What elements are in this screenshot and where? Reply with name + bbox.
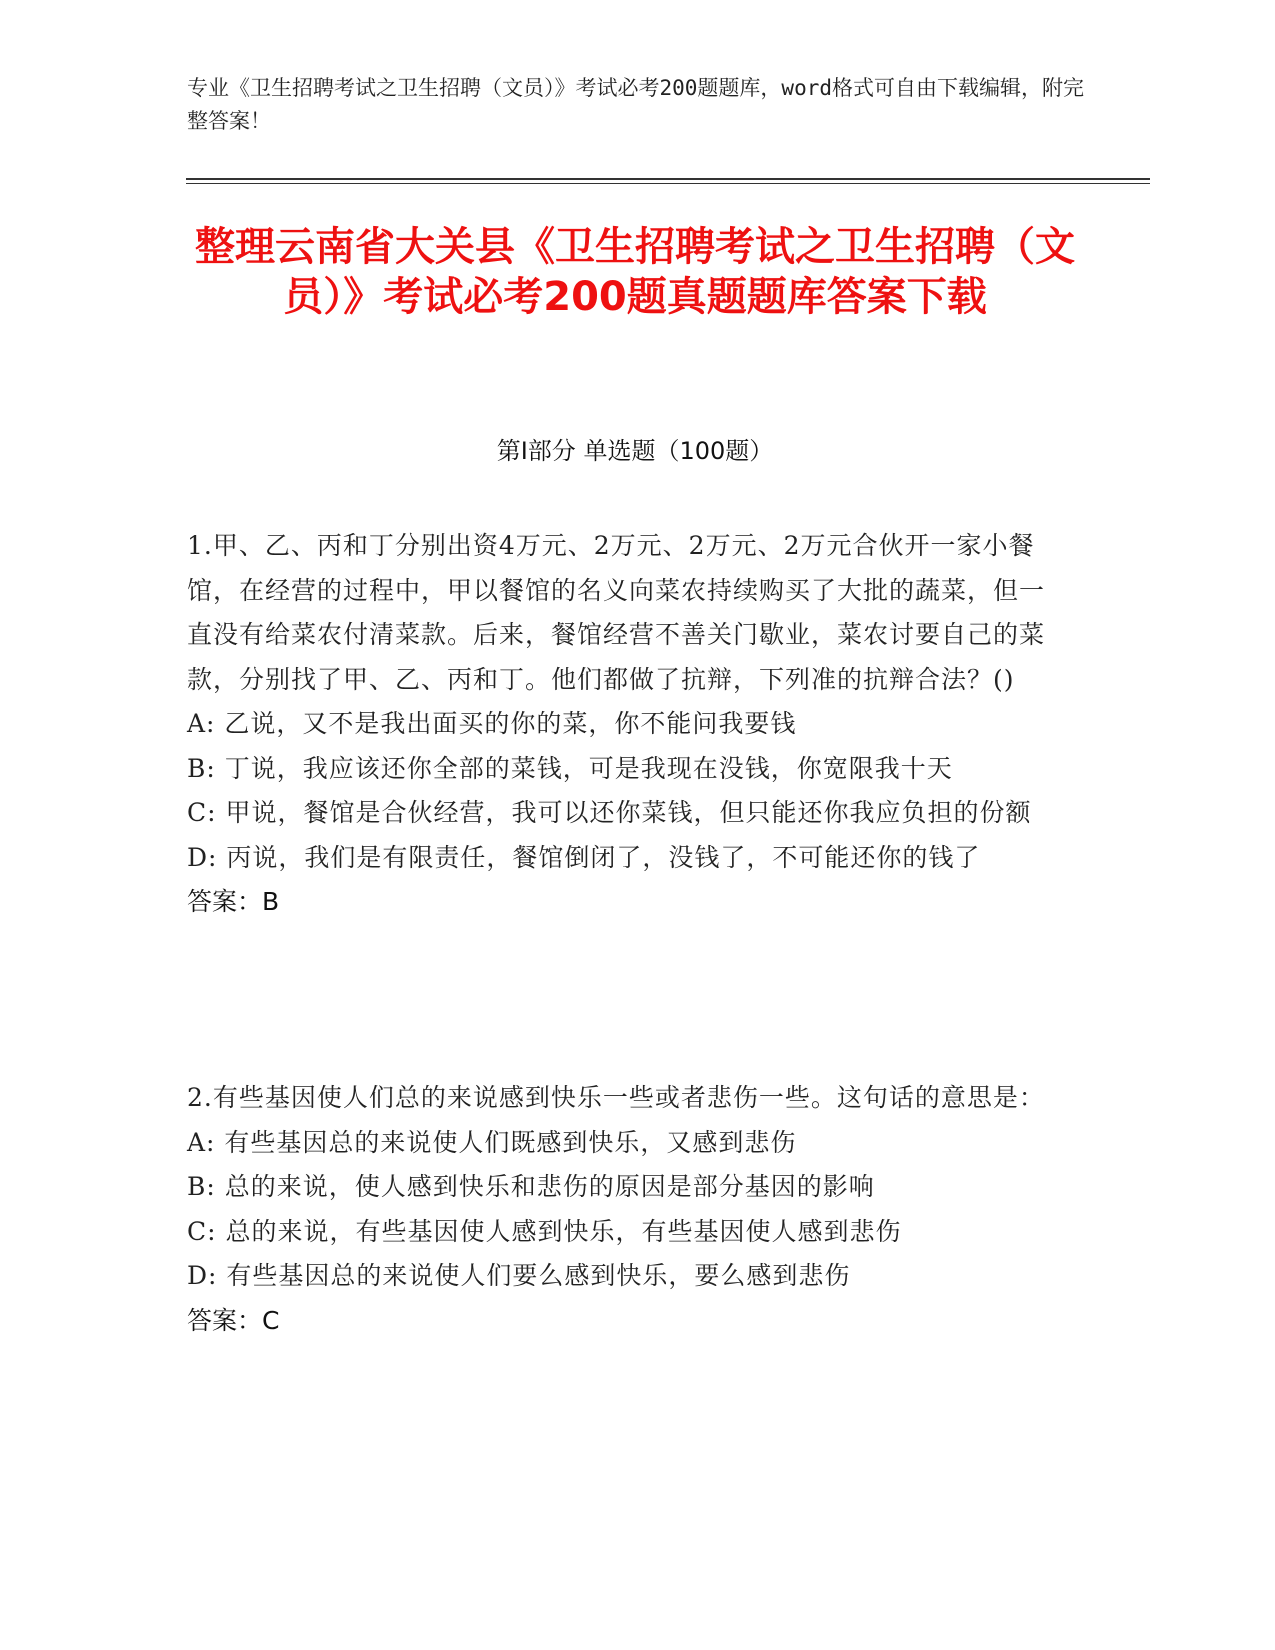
option-d: D: 有些基因总的来说使人们要么感到快乐，要么感到悲伤 [187,1261,851,1290]
header-note: 专业《卫生招聘考试之卫生招聘（文员）》考试必考200题题库，word格式可自由下载编辑，附完整答案！ [187,76,1084,133]
option-c: C: 甲说，餐馆是合伙经营，我可以还你菜钱，但只能还你我应负担的份额 [187,798,1032,827]
option-a: A: 乙说，又不是我出面买的你的菜，你不能问我要钱 [187,709,797,738]
option-b: B: 丁说，我应该还你全部的菜钱，可是我现在没钱，你宽限我十天 [187,753,953,783]
answer: 答案：B [187,887,280,916]
question-1 [187,524,1067,925]
question-stem: 2.有些基因使人们总的来说感到快乐一些或者悲伤一些。这句话的意思是： [187,1083,1045,1112]
answer: 答案：C [187,1305,280,1335]
option-b: B: 总的来说，使人感到快乐和悲伤的原因是部分基因的影响 [187,1172,875,1201]
question-2 [187,1076,1067,1343]
option-c: C: 总的来说，有些基因使人感到快乐，有些基因使人感到悲伤 [187,1216,902,1246]
section-heading: 第I部分 单选题（100题） [496,437,774,465]
question-stem: 1.甲、乙、丙和丁分别出资4万元、2万元、2万元、2万元合伙开一家小餐馆，在经营的过程中，甲以餐馆的名义向菜农持续购买了大批的蔬菜，但一直没有给菜农付清菜款。后来，餐馆经营不善关门歇业，菜农讨要自己的菜款，分别找了甲、乙、丙和丁。他们都做了抗辩，下列准的抗辩合法？() [187,531,1046,694]
option-a: A: 有些基因总的来说使人们既感到快乐，又感到悲伤 [187,1127,797,1157]
header-rule-thick [186,178,1150,180]
document-title: 整理云南省大关县《卫生招聘考试之卫生招聘（文员）》考试必考200题真题题库答案下载 [195,224,1075,320]
header-rule-thin [186,183,1150,184]
option-d: D: 丙说，我们是有限责任，餐馆倒闭了，没钱了，不可能还你的钱了 [187,842,981,872]
